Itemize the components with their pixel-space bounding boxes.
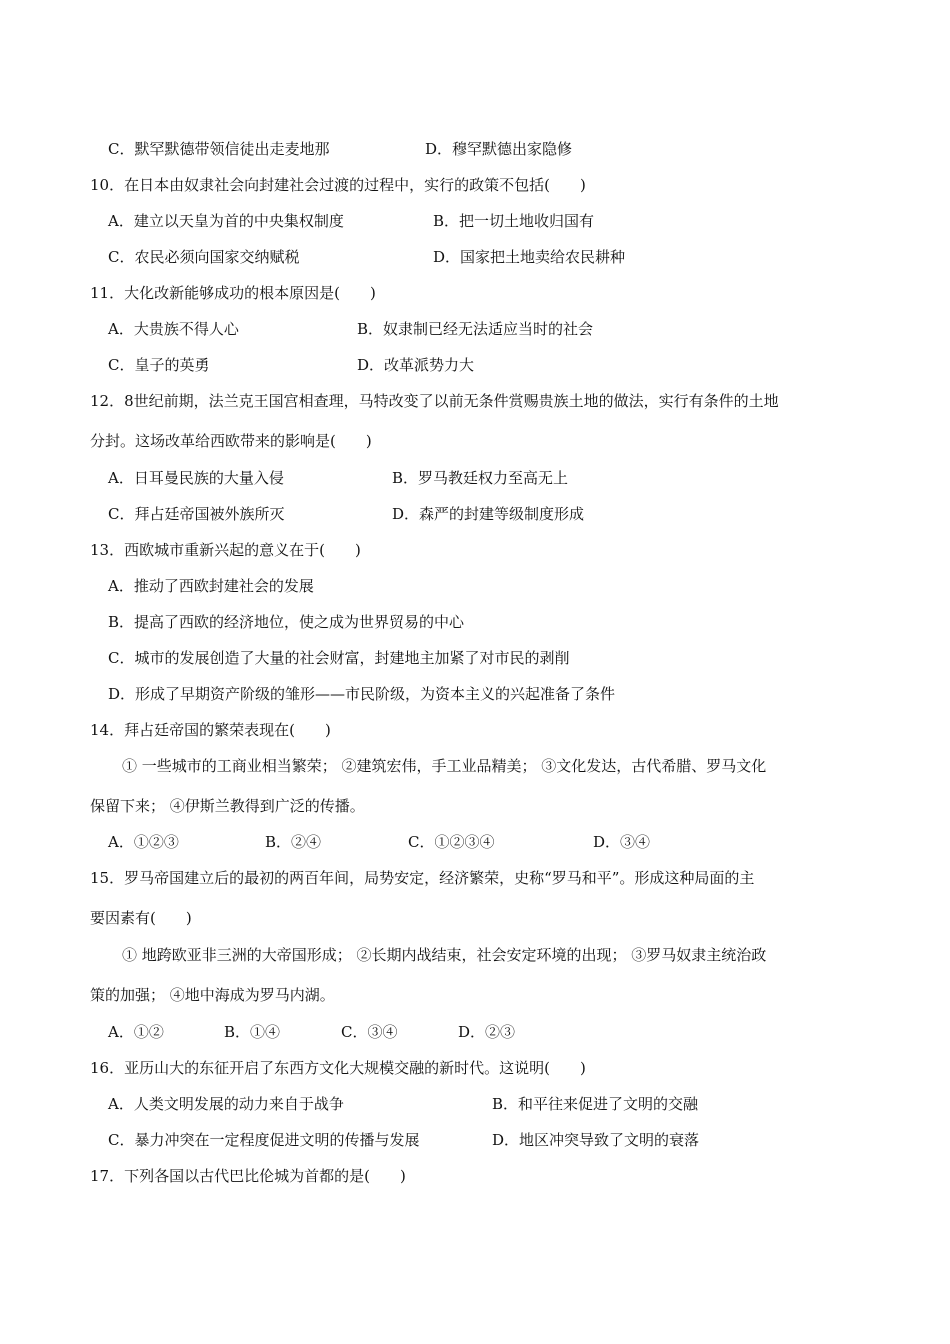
q14-option-d: D．③④: [593, 833, 651, 851]
q13-option-a: A．推动了西欧封建社会的发展: [108, 577, 314, 595]
q15-option-c: C．③④: [341, 1023, 398, 1041]
q15-stem-line1: 15．罗马帝国建立后的最初的两百年间，局势安定，经济繁荣，史称“罗马和平”。形成这种局面的主: [90, 869, 755, 887]
q14-stem: 14．拜占廷帝国的繁荣表现在( ): [90, 721, 331, 739]
q11-option-a: A．大贵族不得人心: [108, 320, 239, 338]
q12-stem-line1: 12．8世纪前期，法兰克王国宫相查理，马特改变了以前无条件赏赐贵族土地的做法，实行有条件的土地: [90, 392, 779, 410]
q14-option-c: C．①②③④: [408, 833, 495, 851]
q15-option-d: D．②③: [458, 1023, 516, 1041]
q12-option-d: D．森严的封建等级制度形成: [392, 505, 585, 523]
q12-option-b: B．罗马教廷权力至高无上: [392, 469, 569, 487]
q10-option-b: B．把一切土地收归国有: [433, 212, 595, 230]
q17-stem: 17．下列各国以古代巴比伦城为首都的是( ): [90, 1167, 406, 1185]
q13-option-b: B．提高了西欧的经济地位，使之成为世界贸易的中心: [108, 613, 465, 631]
q13-option-d: D．形成了早期资产阶级的雏形——市民阶级，为资本主义的兴起准备了条件: [108, 685, 616, 703]
q15-stem-line2: 要因素有( ): [90, 909, 192, 927]
q12-option-c: C．拜占廷帝国被外族所灭: [108, 505, 285, 523]
q10-stem: 10．在日本由奴隶社会向封建社会过渡的过程中，实行的政策不包括( ): [90, 176, 586, 194]
q9-option-d: D．穆罕默德出家隐修: [425, 140, 573, 158]
q12-stem-line2: 分封。这场改革给西欧带来的影响是( ): [90, 432, 372, 450]
q14-items-line1: ① 一些城市的工商业相当繁荣； ②建筑宏伟，手工业品精美； ③文化发达，古代希腊、罗马文化: [122, 757, 767, 775]
q13-option-c: C．城市的发展创造了大量的社会财富，封建地主加紧了对市民的剥削: [108, 649, 570, 667]
q11-option-d: D．改革派势力大: [357, 356, 475, 374]
q13-stem: 13．西欧城市重新兴起的意义在于( ): [90, 541, 361, 559]
q16-option-c: C．暴力冲突在一定程度促进文明的传播与发展: [108, 1131, 420, 1149]
q15-items-line2: 策的加强； ④地中海成为罗马内湖。: [90, 986, 335, 1004]
q15-option-b: B．①④: [224, 1023, 281, 1041]
q16-option-b: B．和平往来促进了文明的交融: [492, 1095, 699, 1113]
q11-option-c: C．皇子的英勇: [108, 356, 210, 374]
q10-option-a: A．建立以天皇为首的中央集权制度: [108, 212, 344, 230]
q9-option-c: C．默罕默德带领信徒出走麦地那: [108, 140, 330, 158]
q10-option-d: D．国家把土地卖给农民耕种: [433, 248, 626, 266]
q16-stem: 16．亚历山大的东征开启了东西方文化大规模交融的新时代。这说明( ): [90, 1059, 586, 1077]
q14-items-line2: 保留下来； ④伊斯兰教得到广泛的传播。: [90, 797, 365, 815]
q12-option-a: A．日耳曼民族的大量入侵: [108, 469, 284, 487]
q14-option-a: A．①②③: [108, 833, 179, 851]
q16-option-a: A．人类文明发展的动力来自于战争: [108, 1095, 344, 1113]
q15-items-line1: ① 地跨欧亚非三洲的大帝国形成； ②长期内战结束，社会安定环境的出现； ③罗马奴隶主统治政: [122, 946, 767, 964]
q10-option-c: C．农民必须向国家交纳赋税: [108, 248, 300, 266]
q11-option-b: B．奴隶制已经无法适应当时的社会: [357, 320, 594, 338]
q11-stem: 11．大化改新能够成功的根本原因是( ): [90, 284, 376, 302]
q14-option-b: B．②④: [265, 833, 322, 851]
q15-option-a: A．①②: [108, 1023, 164, 1041]
q16-option-d: D．地区冲突导致了文明的衰落: [492, 1131, 700, 1149]
